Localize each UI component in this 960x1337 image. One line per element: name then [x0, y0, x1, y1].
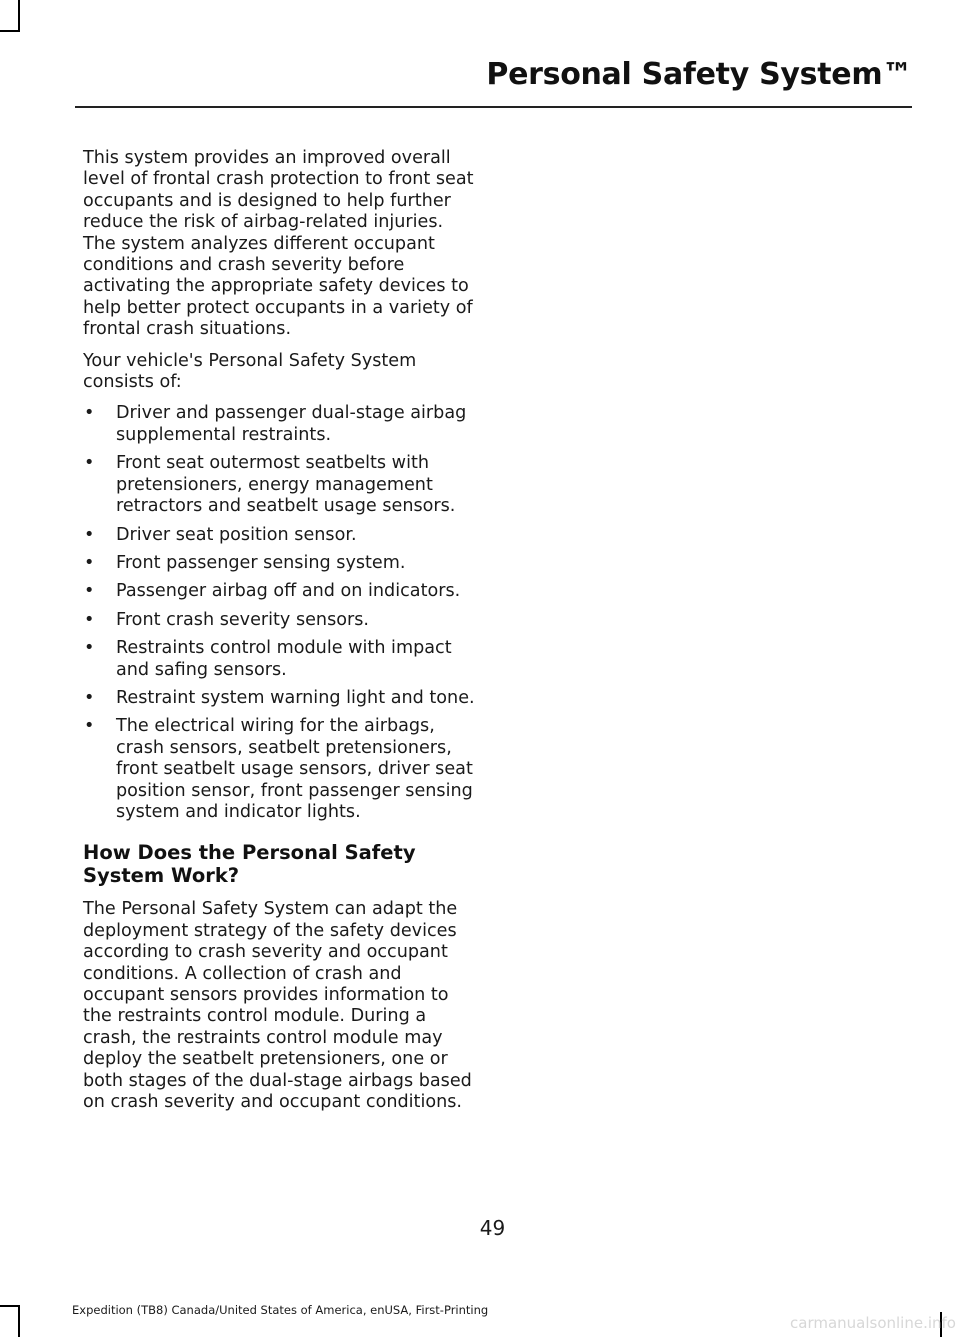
crop-mark-top-left-vertical: [18, 0, 20, 32]
list-item-text: Restraints control module with impact and safing sensors.: [116, 638, 452, 680]
list-item-text: Passenger airbag off and on indicators.: [116, 581, 461, 602]
section-body-paragraph: The Personal Safety System can adapt the deployment strategy of the safety devices according to crash severity and occupant conditions. A collection of crash and occupant sensors provides information to the restraints control module. During a crash, the restraints control module may deploy the seatbelt pretensioners, one or both stages of the dual-stage airbags based on crash severity and occupant conditions.: [83, 899, 472, 1113]
crop-mark-bottom-left-horizontal: [0, 1305, 20, 1307]
list-item-text: Driver seat position sensor.: [116, 524, 357, 545]
bullet-icon: •: [84, 687, 95, 708]
list-item: [83, 688, 478, 709]
component-list: [83, 403, 478, 823]
crop-mark-top-left-horizontal: [0, 30, 20, 32]
bullet-icon: •: [84, 609, 95, 630]
footer-edition: Expedition (TB8) Canada/United States of America, enUSA, First-Printing: [72, 1303, 489, 1317]
list-item: [83, 553, 478, 574]
consists-of-paragraph: Your vehicle's Personal Safety System consists of:: [83, 350, 417, 393]
page-title: Personal Safety System™: [486, 57, 912, 92]
bullet-icon: •: [84, 403, 95, 424]
bullet-icon: •: [84, 638, 95, 659]
bullet-icon: •: [84, 552, 95, 573]
list-item-text: Restraint system warning light and tone.: [116, 687, 475, 708]
list-item-text: Front crash severity sensors.: [116, 609, 370, 630]
list-item: [83, 525, 478, 546]
list-item-text: Front seat outermost seatbelts with pretensioners, energy management retractors and seatbelt usage sensors.: [116, 453, 456, 517]
bullet-icon: •: [84, 716, 95, 737]
main-content: [83, 148, 478, 1123]
list-item-text: The electrical wiring for the airbags, crash sensors, seatbelt pretensioners, front seatbelt usage sensors, driver seat position sensor, front passenger sensing system and indicator lights.: [116, 716, 473, 822]
title-rule: [75, 106, 912, 108]
list-item: [83, 403, 478, 446]
bullet-icon: •: [84, 453, 95, 474]
intro-paragraph: This system provides an improved overall level of frontal crash protection to front seat occupants and is designed to help further reduce the risk of airbag-related injuries. The system analyzes different occupant conditions and crash severity before activating the appropriate safety devices to help better protect occupants in a variety of frontal crash situations.: [83, 148, 474, 340]
section-heading: How Does the Personal Safety System Work?: [83, 841, 416, 888]
list-item-text: Driver and passenger dual-stage airbag supplemental restraints.: [116, 403, 467, 445]
bullet-icon: •: [84, 524, 95, 545]
list-item: [83, 610, 478, 631]
list-item: [83, 716, 478, 823]
list-item: [83, 581, 478, 602]
list-item-text: Front passenger sensing system.: [116, 552, 406, 573]
watermark-link[interactable]: carmanualsonline.info: [790, 1314, 956, 1332]
crop-mark-bottom-left-vertical: [18, 1305, 20, 1337]
bullet-icon: •: [84, 581, 95, 602]
list-item: [83, 453, 478, 517]
list-item: [83, 638, 478, 681]
page-number: 49: [479, 1216, 506, 1240]
